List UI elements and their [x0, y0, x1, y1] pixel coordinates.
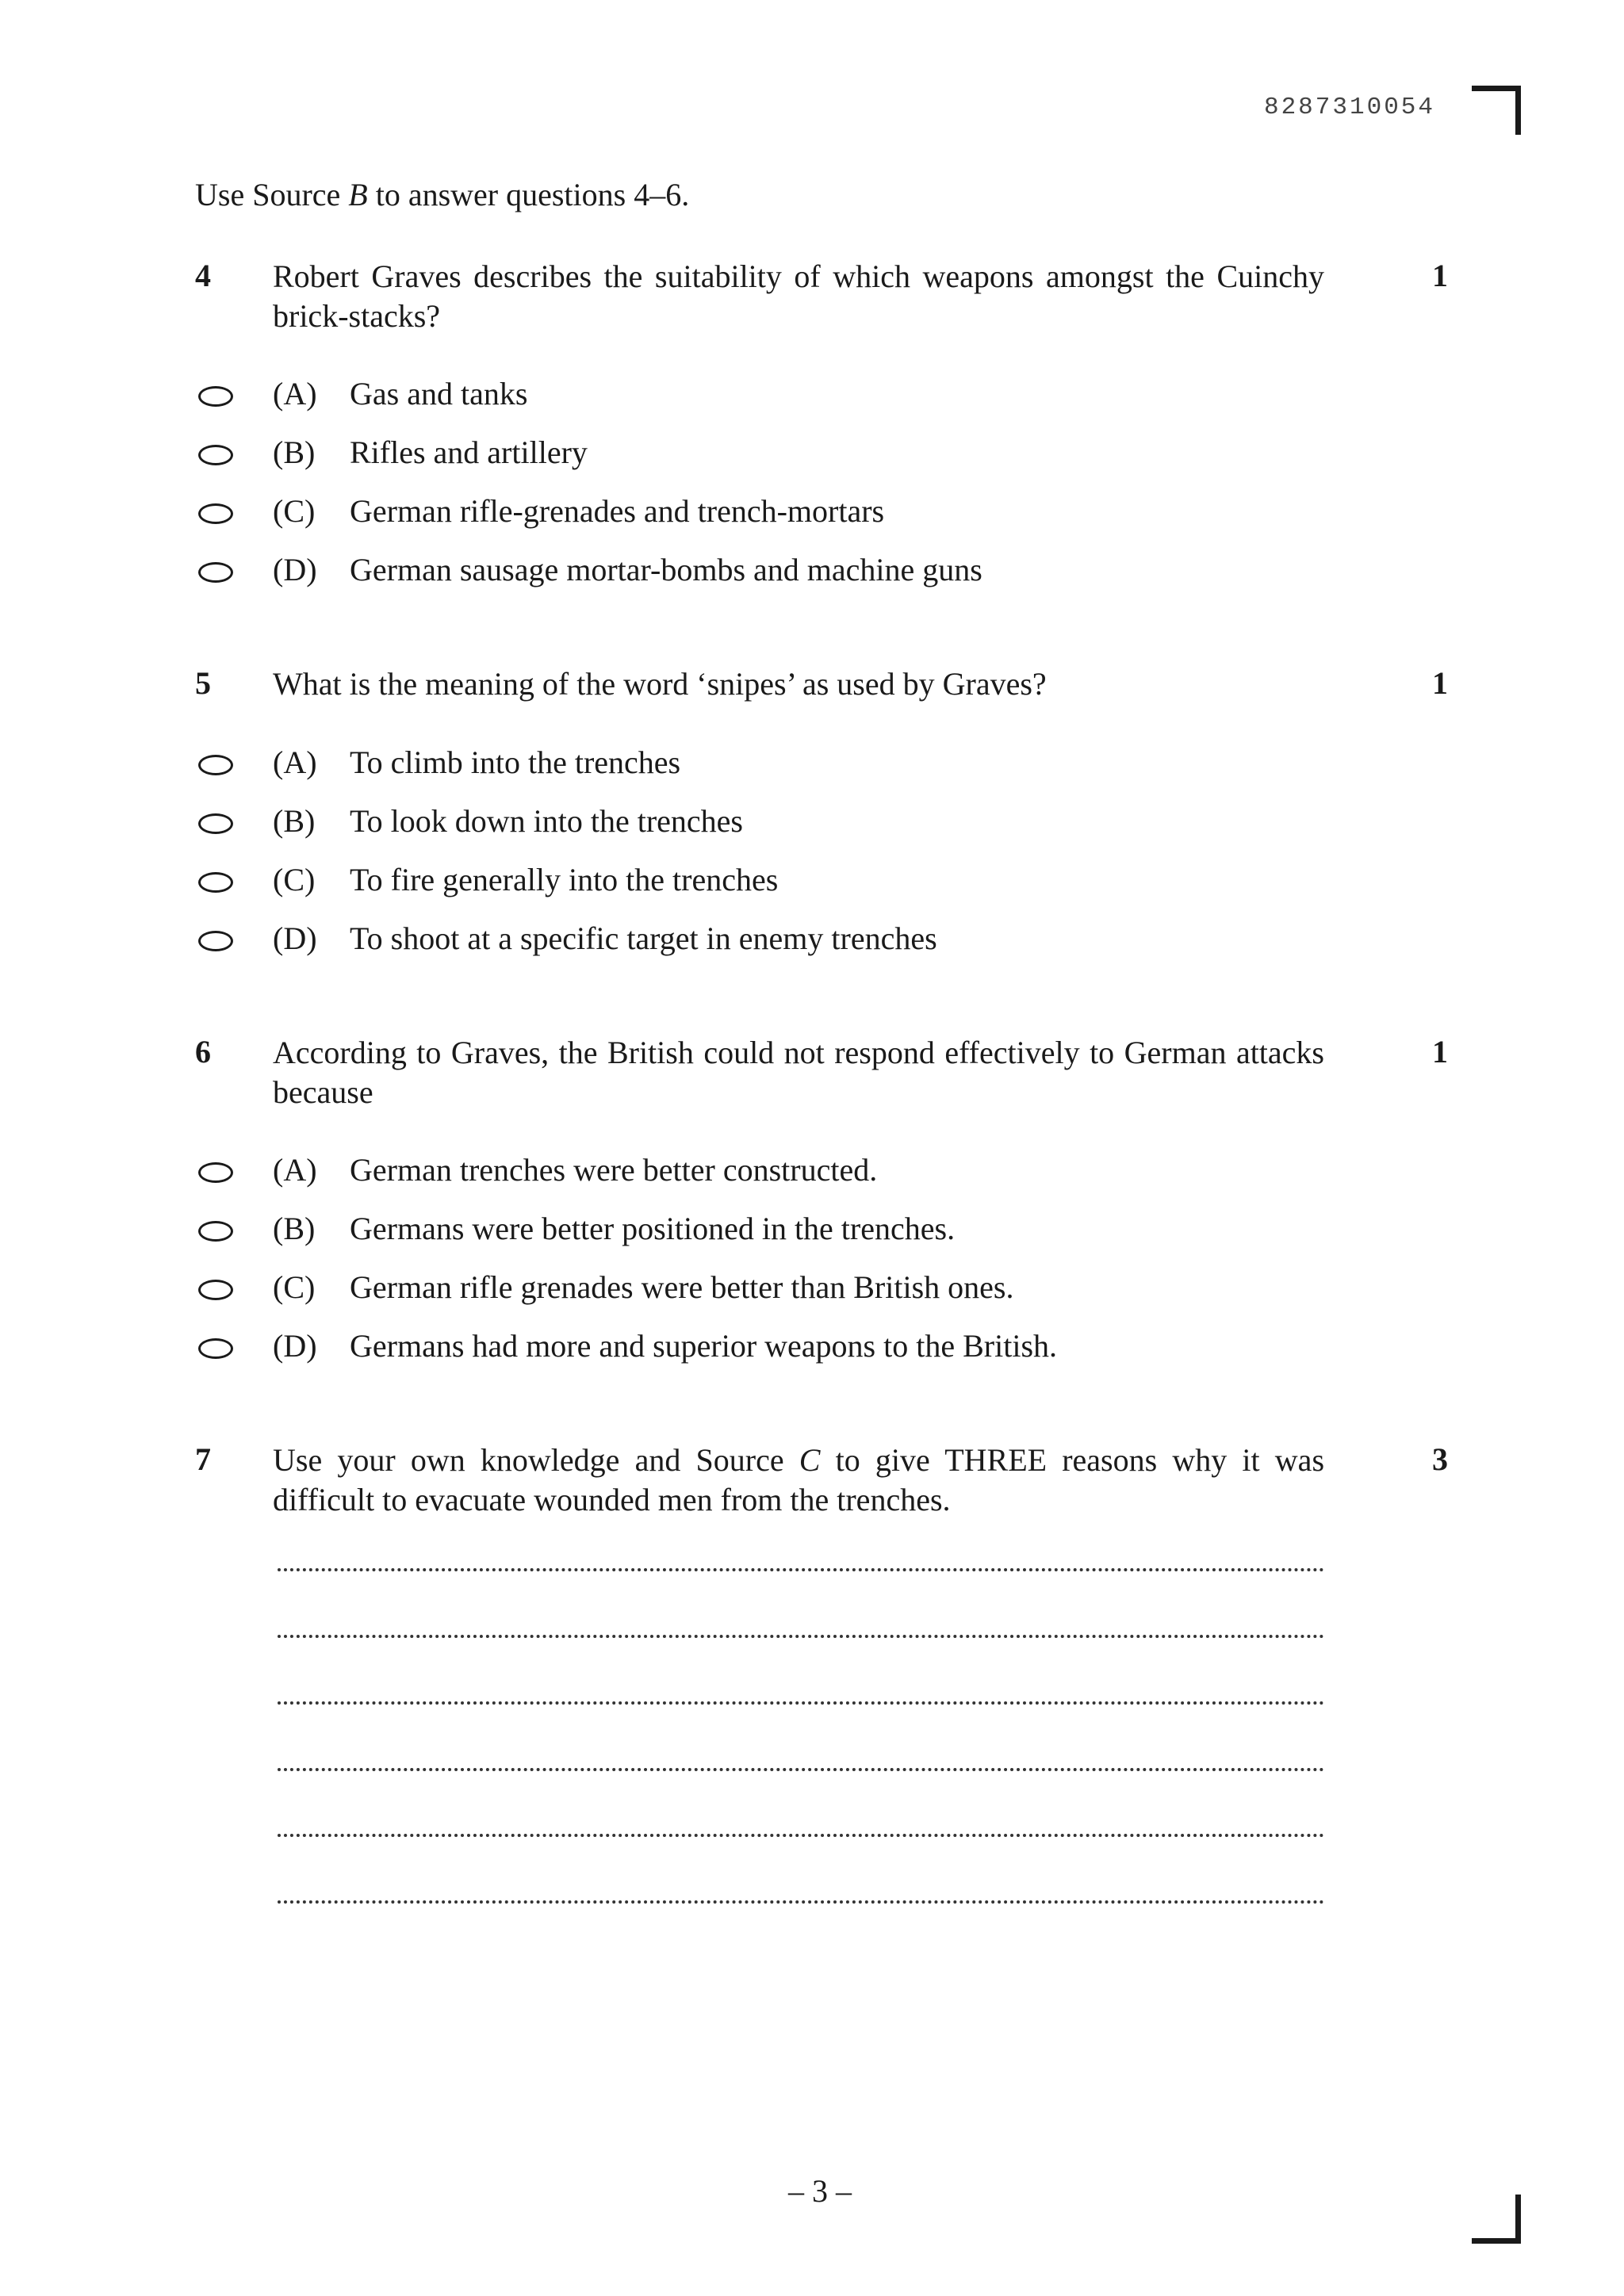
question-text — [273, 1441, 1324, 1520]
source-instruction — [195, 176, 689, 213]
answer-bubble[interactable] — [198, 755, 233, 775]
option-letter: (C) — [273, 1269, 316, 1305]
instruction-source: B — [348, 177, 368, 212]
question-number: 5 — [195, 665, 211, 701]
question-text: Robert Graves describes the suitability of which weapons amongst the Cuinchy brick-stacks? — [273, 258, 1324, 334]
question-5-option-a[interactable] — [0, 744, 1624, 783]
option-letter: (D) — [273, 552, 317, 587]
option-letter: (D) — [273, 920, 317, 956]
question-4-option-b[interactable] — [0, 434, 1624, 473]
option-text: German trenches were better constructed. — [350, 1152, 878, 1188]
answer-bubble[interactable] — [198, 813, 233, 834]
page-number: – 3 – — [788, 2173, 852, 2209]
answer-bubble[interactable] — [198, 1162, 233, 1183]
answer-line[interactable] — [278, 1701, 1324, 1705]
option-text: German sausage mortar-bombs and machine guns — [350, 552, 982, 587]
option-letter: (A) — [273, 376, 317, 411]
option-letter: (C) — [273, 493, 316, 529]
question-4-option-a[interactable] — [0, 375, 1624, 415]
option-letter: (B) — [273, 434, 316, 470]
question-4-option-d[interactable] — [0, 551, 1624, 591]
question-6-option-b[interactable] — [0, 1210, 1624, 1249]
question-5-option-b[interactable] — [0, 802, 1624, 842]
question-marks: 1 — [1432, 1034, 1448, 1070]
instruction-prefix: Use Source — [195, 177, 349, 212]
question-6-option-c[interactable] — [0, 1269, 1624, 1308]
option-text: German rifle-grenades and trench-mortars — [350, 493, 885, 529]
answer-bubble[interactable] — [198, 503, 233, 524]
question-text: What is the meaning of the word ‘snipes’ as used by Graves? — [273, 666, 1047, 702]
question-marks: 1 — [1432, 665, 1448, 701]
question-5-option-c[interactable] — [0, 861, 1624, 901]
answer-line[interactable] — [278, 1900, 1324, 1904]
option-text: To climb into the trenches — [350, 744, 681, 780]
option-text: To fire generally into the trenches — [350, 862, 779, 897]
option-text: To look down into the trenches — [350, 803, 743, 839]
option-letter: (B) — [273, 803, 316, 839]
answer-line[interactable] — [278, 1768, 1324, 1771]
question-text: According to Graves, the British could not respond effectively to German attacks because — [273, 1035, 1324, 1110]
question-text-prefix: Use your own knowledge and Source — [273, 1442, 799, 1478]
question-6-option-a[interactable] — [0, 1151, 1624, 1191]
question-number: 4 — [195, 258, 211, 293]
answer-line[interactable] — [278, 1568, 1324, 1571]
page-barcode-number: 8287310054 — [1263, 94, 1435, 121]
answer-bubble[interactable] — [198, 931, 233, 951]
question-6-option-d[interactable] — [0, 1327, 1624, 1367]
instruction-suffix: to answer questions 4–6. — [367, 177, 690, 212]
question-number: 7 — [195, 1441, 211, 1477]
option-text: German rifle grenades were better than British ones. — [350, 1269, 1014, 1305]
option-letter: (A) — [273, 744, 317, 780]
answer-line[interactable] — [278, 1834, 1324, 1837]
question-4-option-c[interactable] — [0, 492, 1624, 532]
option-text: Germans were better positioned in the trenches. — [350, 1211, 956, 1246]
option-letter: (B) — [273, 1211, 316, 1246]
option-text: To shoot at a specific target in enemy trenches — [350, 920, 937, 956]
answer-bubble[interactable] — [198, 562, 233, 583]
question-5-option-d[interactable] — [0, 920, 1624, 959]
answer-bubble[interactable] — [198, 1280, 233, 1300]
question-marks: 3 — [1432, 1441, 1448, 1477]
answer-line[interactable] — [278, 1635, 1324, 1638]
question-number: 6 — [195, 1034, 211, 1070]
answer-bubble[interactable] — [198, 1221, 233, 1242]
question-source: C — [799, 1442, 821, 1478]
option-text: Gas and tanks — [350, 376, 528, 411]
option-letter: (D) — [273, 1328, 317, 1364]
option-letter: (C) — [273, 862, 316, 897]
answer-bubble[interactable] — [198, 872, 233, 893]
option-letter: (A) — [273, 1152, 317, 1188]
answer-bubble[interactable] — [198, 1338, 233, 1359]
question-text-suffix: to give THREE reasons why it was difficult to evacuate wounded men from the trenches. — [273, 1442, 1325, 1517]
option-text: Rifles and artillery — [350, 434, 588, 470]
option-text: Germans had more and superior weapons to the British. — [350, 1328, 1058, 1364]
corner-mark-top-right — [1472, 86, 1521, 135]
question-marks: 1 — [1432, 258, 1448, 293]
answer-bubble[interactable] — [198, 445, 233, 465]
answer-bubble[interactable] — [198, 386, 233, 407]
